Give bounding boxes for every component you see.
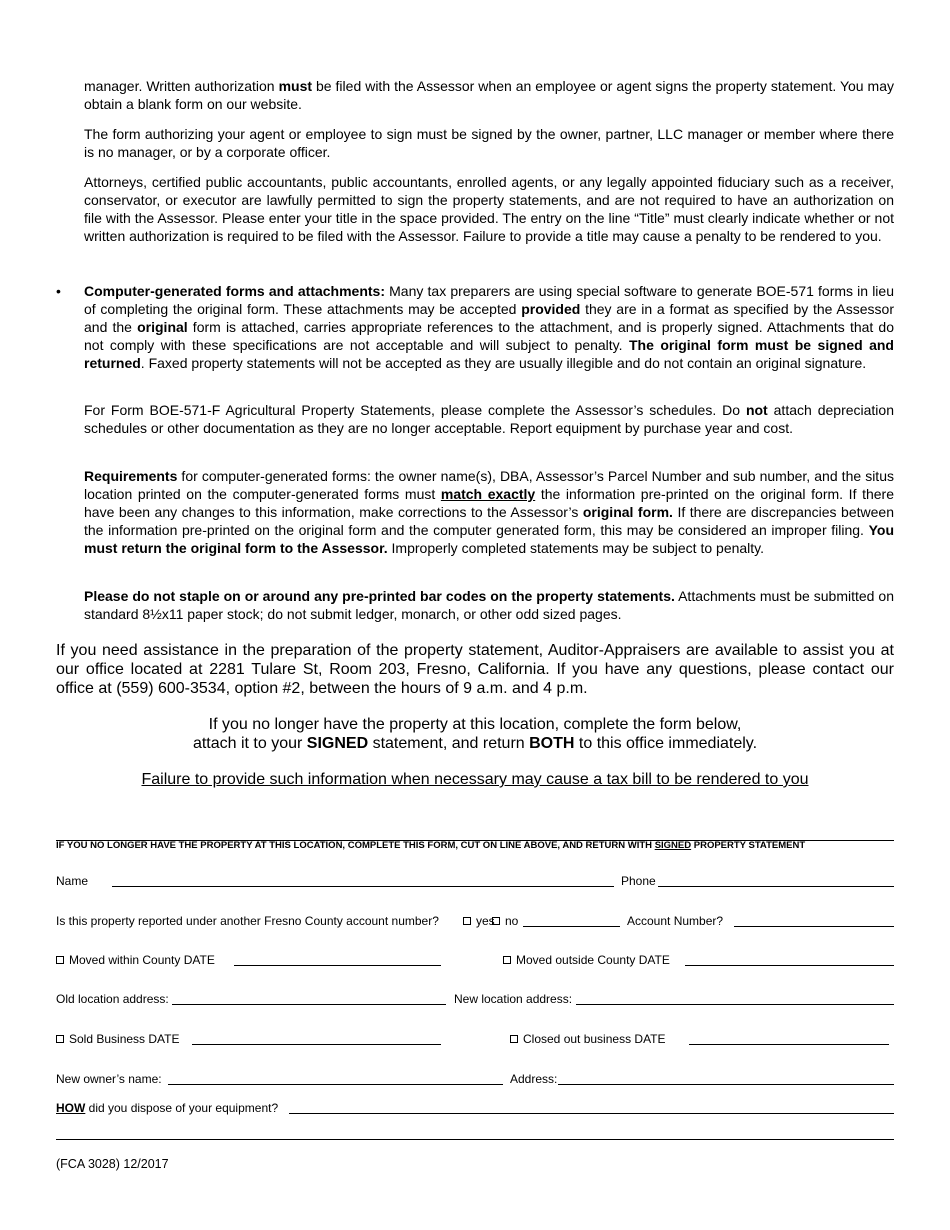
no-checkbox[interactable] xyxy=(492,917,500,925)
account-number-label: Account Number? xyxy=(627,914,724,928)
old-location-field[interactable] xyxy=(172,1004,446,1005)
closed-business-option[interactable]: Closed out business DATE xyxy=(510,1032,666,1046)
old-location-label: Old location address: xyxy=(56,992,169,1006)
yes-checkbox[interactable] xyxy=(463,917,471,925)
how-dispose-label: HOW did you dispose of your equipment? xyxy=(56,1101,279,1115)
moved-outside-checkbox[interactable] xyxy=(503,956,511,964)
moved-outside-date-field[interactable] xyxy=(685,965,894,966)
closed-business-checkbox[interactable] xyxy=(510,1035,518,1043)
new-location-label: New location address: xyxy=(454,992,573,1006)
paragraph-staple: Please do not staple on or around any pre-printed bar codes on the property statements. Attachments must be submitted on standard 8½x11 paper stock; do not submit ledger, monarch, or other odd sized pages. xyxy=(84,588,894,622)
paragraph-authorization: manager. Written authorization must be filed with the Assessor when an employee or agent signs the property statement. You may obtain a blank form on our website. xyxy=(84,78,894,112)
new-owner-label: New owner’s name: xyxy=(56,1072,162,1086)
moved-outside-option[interactable]: Moved outside County DATE xyxy=(503,953,670,967)
paragraph-requirements: Requirements for computer-generated forms: the owner name(s), DBA, Assessor’s Parcel Number and sub number, and the situs location printed on the computer-generated forms must match exactly the information pre-printed on the original form. If there have been any changes to this information, make corrections to the Assessor’s original form. If there are discrepancies between the information pre-printed on the original form and the computer generated form, this may be considered an improper filing. You must return the original form to the Assessor. Improperly completed statements may be subject to penalty. xyxy=(84,468,894,556)
new-owner-field[interactable] xyxy=(168,1084,503,1085)
form-number-footer: (FCA 3028) 12/2017 xyxy=(56,1157,169,1171)
form-header: IF YOU NO LONGER HAVE THE PROPERTY AT THIS LOCATION, COMPLETE THIS FORM, CUT ON LINE ABOVE, AND RETURN WITH SIGNED PROPERTY STATEMENT xyxy=(56,840,806,851)
sold-business-option[interactable]: Sold Business DATE xyxy=(56,1032,180,1046)
how-dispose-field[interactable] xyxy=(289,1113,894,1114)
paragraph-computer-generated: Computer-generated forms and attachments: Many tax preparers are using special software to generate BOE-571 forms in lieu of completing the original form. These attachments may be accepted provided they are in a format as specified by the Assessor and the original form is attached, carries appropriate references to the attachment, and is properly signed. Attachments that do not comply with these specifications are not acceptable and will subject to penalty. The original form must be signed and returned. Faxed property statements will not be accepted as they are usually illegible and do not contain an original signature. xyxy=(84,283,895,371)
sold-business-checkbox[interactable] xyxy=(56,1035,64,1043)
yes-option[interactable]: yes xyxy=(463,914,495,928)
new-location-field[interactable] xyxy=(576,1004,894,1005)
failure-notice: Failure to provide such information when necessary may cause a tax bill to be rendered to you xyxy=(141,771,809,788)
how-dispose-field-line-2[interactable] xyxy=(56,1139,894,1140)
address-label: Address: xyxy=(510,1072,558,1086)
name-label: Name xyxy=(56,874,89,888)
paragraph-attorneys: Attorneys, certified public accountants, public accountants, enrolled agents, or any legally appointed fiduciary such as a receiver, conservator, or executor are lawfully permitted to sign the property statements, and are not required to have an authorization on file with the Assessor. Please enter your title in the space provided. The entry on the line “Title” must clearly indicate whether or not written authorization is required to be filed with the Assessor. Failure to provide a title may cause a penalty to be rendered to you. xyxy=(84,174,894,244)
name-field[interactable] xyxy=(112,886,614,887)
bullet: • xyxy=(56,283,61,299)
paragraph-boe-571-f: For Form BOE-571-F Agricultural Property Statements, please complete the Assessor’s schedules. Do not attach depreciation schedules or other documentation as they are no longer acceptable. Report equipment by purchase year and cost. xyxy=(84,402,894,436)
address-field[interactable] xyxy=(558,1084,894,1085)
sold-business-date-field[interactable] xyxy=(192,1044,441,1045)
account-question: Is this property reported under another Fresno County account number? xyxy=(56,914,439,928)
paragraph-assistance: If you need assistance in the preparation of the property statement, Auditor-Appraisers are available to assist you at our office located at 2281 Tulare St, Room 203, Fresno, California. If you have any questions, please contact our office at (559) 600-3534, option #2, between the hours of 9 a.m. and 4 p.m. xyxy=(56,642,894,697)
moved-within-date-field[interactable] xyxy=(234,965,441,966)
paragraph-no-longer-have: If you no longer have the property at this location, complete the form below, attach it to your SIGNED statement, and return BOTH to this office immediately. xyxy=(192,716,758,752)
phone-label: Phone xyxy=(621,874,656,888)
moved-within-option[interactable]: Moved within County DATE xyxy=(56,953,215,967)
phone-field[interactable] xyxy=(658,886,894,887)
paragraph-form-signer: The form authorizing your agent or employee to sign must be signed by the owner, partner, LLC manager or member where there is no manager, or by a corporate officer. xyxy=(84,126,894,160)
no-option[interactable]: no xyxy=(492,914,518,928)
closed-business-date-field[interactable] xyxy=(689,1044,889,1045)
moved-within-checkbox[interactable] xyxy=(56,956,64,964)
account-number-field[interactable] xyxy=(734,926,894,927)
yes-no-blank[interactable] xyxy=(523,926,620,927)
